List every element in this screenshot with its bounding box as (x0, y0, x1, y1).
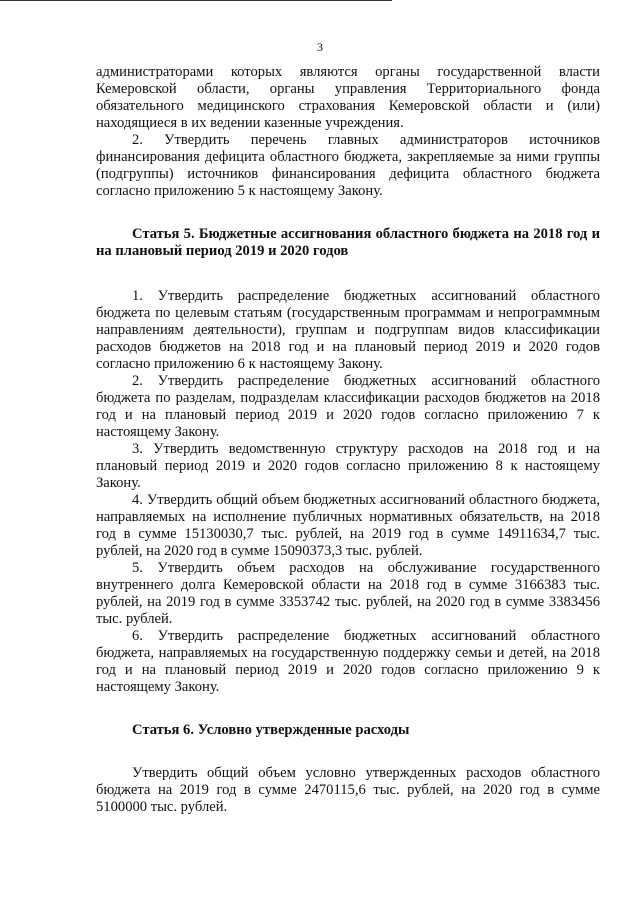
article5-item-6: 6. Утвердить распределение бюджетных ассигнований областного бюджета, направляемых на государственную поддержку семьи и детей, на 2018 год и на плановый период 2019 и 2020 годов согласно приложению 9 к настоящему Закону. (96, 628, 600, 695)
article5-item-4: 4. Утвердить общий объем бюджетных ассигнований областного бюджета, направляемых на исполнение публичных нормативных обязательств, на 2018 год в сумме 15130030,7 тыс. рублей, на 2019 год в сумме 14911634,7 тыс. рублей, на 2020 год в сумме 15090373,3 тыс. рублей. (96, 492, 600, 559)
document-body (96, 64, 600, 816)
article5-heading: Статья 5. Бюджетные ассигнования областного бюджета на 2018 год и на плановый период 2019 и 2020 годов (96, 226, 600, 259)
article5-item-1: 1. Утвердить распределение бюджетных ассигнований областного бюджета по целевым статьям (государственным программам и непрограммным направлениям деятельности), группам и подгруппам видов классификации расходов бюджетов на 2018 год и на плановый период 2019 и 2020 годов согласно приложению 6 к настоящему Закону. (96, 288, 600, 372)
top-border-line (0, 0, 392, 1)
article4-paragraph-continuation: администраторами которых являются органы государственной власти Кемеровской области, органы управления Территориального фонда обязательного медицинского страхования Кемеровской области и (или) находящиеся в их ведении казенные учреждения. (96, 64, 600, 131)
page-number: 3 (317, 40, 323, 54)
article5-item-2: 2. Утвердить распределение бюджетных ассигнований областного бюджета по разделам, подразделам классификации расходов бюджетов на 2018 год и на плановый период 2019 и 2020 годов согласно приложению 7 к настоящему Закону. (96, 373, 600, 440)
article4-item-2: 2. Утвердить перечень главных администраторов источников финансирования дефицита областного бюджета, закрепляемые за ними группы (подгруппы) источников финансирования дефицита областного бюджета согласно приложению 5 к настоящему Закону. (96, 132, 600, 199)
article6-heading: Статья 6. Условно утвержденные расходы (132, 722, 410, 738)
article6-body: Утвердить общий объем условно утвержденных расходов областного бюджета на 2019 год в сумме 2470115,6 тыс. рублей, на 2020 год в сумме 5100000 тыс. рублей. (96, 765, 600, 815)
article5-item-3: 3. Утвердить ведомственную структуру расходов на 2018 год и на плановый период 2019 и 2020 годов согласно приложению 8 к настоящему Закону. (96, 441, 600, 491)
article5-item-5: 5. Утвердить объем расходов на обслуживание государственного внутреннего долга Кемеровской области на 2018 год в сумме 3166383 тыс. рублей, на 2019 год в сумме 3353742 тыс. рублей, на 2020 год в сумме 3383456 тыс. рублей. (96, 560, 600, 627)
